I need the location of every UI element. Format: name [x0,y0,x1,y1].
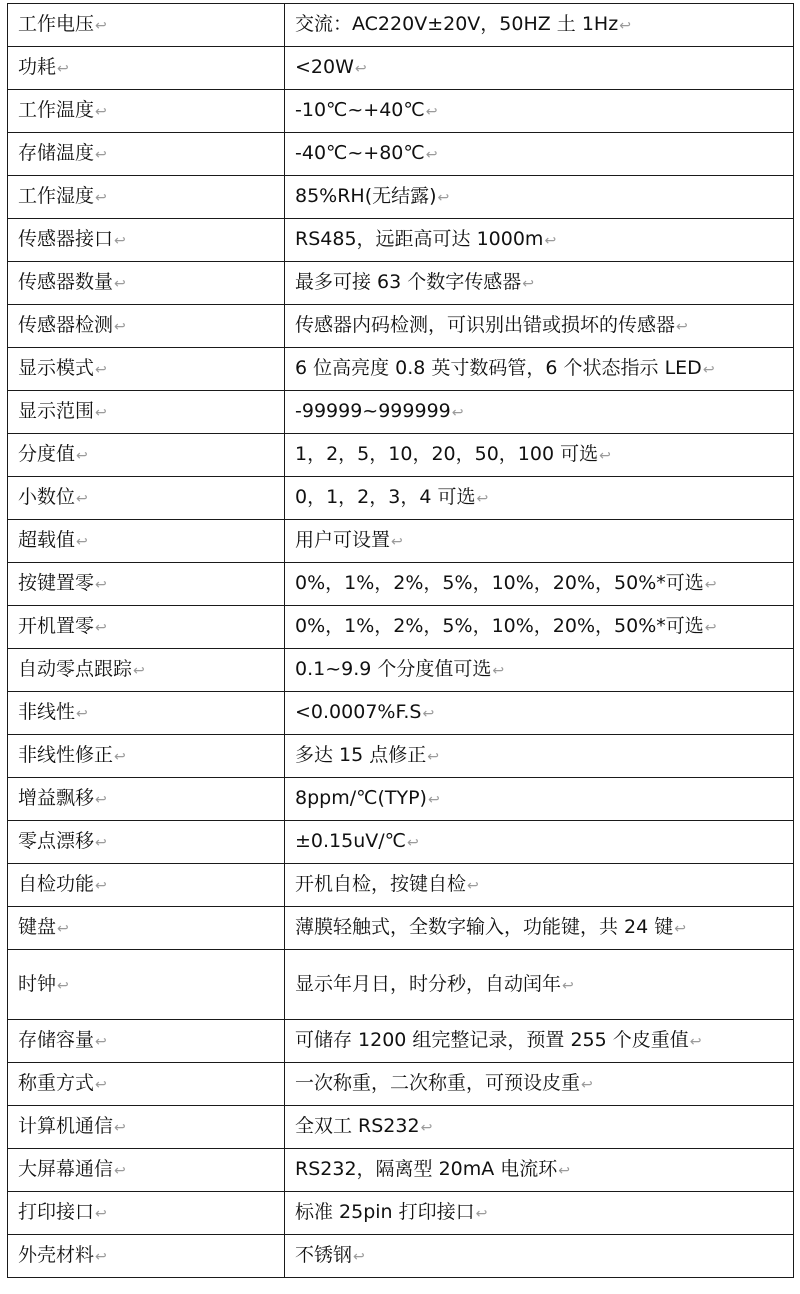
spec-label: 自动零点跟踪 [18,658,133,680]
paragraph-mark-icon: ↩ [76,448,88,464]
spec-label-cell [8,864,285,907]
paragraph-mark-icon: ↩ [427,749,439,765]
spec-label: 大屏幕通信 [18,1158,114,1180]
spec-value-cell [285,520,794,563]
spec-value: <0.0007%F.S [295,701,422,723]
paragraph-mark-icon: ↩ [95,1077,107,1093]
spec-value-cell [285,692,794,735]
spec-label: 打印接口 [18,1201,95,1223]
paragraph-mark-icon: ↩ [354,61,367,77]
spec-value: 不锈钢 [295,1244,353,1266]
spec-value-cell [285,778,794,821]
spec-value: 用户可设置 [295,529,391,551]
spec-label: 小数位 [18,486,76,508]
table-row [8,305,794,348]
spec-value: 薄膜轻触式，全数字输入，功能键，共 24 键 [295,916,674,938]
paragraph-mark-icon: ↩ [95,835,107,851]
paragraph-mark-icon: ↩ [427,792,440,808]
spec-label-cell [8,90,285,133]
paragraph-mark-icon: ↩ [492,663,505,679]
spec-label-cell [8,1106,285,1149]
spec-value: 标准 25pin 打印接口 [295,1201,475,1223]
spec-value: 交流：AC220V±20V，50HZ 土 1Hz [295,13,619,35]
table-row [8,649,794,692]
spec-label-cell [8,692,285,735]
table-row [8,1063,794,1106]
spec-value: 0%，1%，2%，5%，10%，20%，50%*可选 [295,615,704,637]
table-row [8,692,794,735]
spec-label-cell [8,262,285,305]
table-row [8,1106,794,1149]
spec-label-cell [8,176,285,219]
spec-value: -10℃~+40℃ [295,99,425,121]
spec-value: 显示年月日，时分秒，自动闰年 [295,972,562,995]
paragraph-mark-icon: ↩ [95,147,107,163]
spec-label-cell [8,4,285,47]
spec-value: 传感器内码检测，可识别出错或损坏的传感器 [295,314,676,336]
paragraph-mark-icon: ↩ [702,362,715,378]
paragraph-mark-icon: ↩ [114,319,126,335]
spec-value: -99999~999999 [295,400,451,422]
paragraph-mark-icon: ↩ [76,706,88,722]
paragraph-mark-icon: ↩ [704,620,717,636]
spec-label-cell [8,1020,285,1063]
spec-label: 自检功能 [18,873,95,895]
spec-value-cell [285,821,794,864]
spec-value: RS485，远距高可达 1000m [295,228,544,250]
paragraph-mark-icon: ↩ [475,1206,488,1222]
spec-label-cell [8,348,285,391]
table-row [8,133,794,176]
spec-label-cell [8,821,285,864]
paragraph-mark-icon: ↩ [674,921,686,937]
spec-label: 计算机通信 [18,1115,114,1137]
table-row [8,864,794,907]
spec-value-cell [285,1149,794,1192]
spec-label: 传感器数量 [18,271,114,293]
spec-label-cell [8,606,285,649]
paragraph-mark-icon: ↩ [57,921,69,937]
spec-value: RS232，隔离型 20mA 电流环 [295,1158,558,1180]
paragraph-mark-icon: ↩ [114,233,126,249]
paragraph-mark-icon: ↩ [437,190,450,206]
spec-label-cell [8,434,285,477]
spec-value: 0，1，2，3，4 可选 [295,486,476,508]
table-row [8,262,794,305]
paragraph-mark-icon: ↩ [522,276,534,292]
paragraph-mark-icon: ↩ [599,448,611,464]
paragraph-mark-icon: ↩ [95,405,107,421]
table-row [8,563,794,606]
paragraph-mark-icon: ↩ [95,1034,107,1050]
spec-value: ±0.15uV/℃ [295,830,407,852]
spec-value-cell [285,477,794,520]
spec-label: 工作湿度 [18,185,95,207]
spec-label: 显示范围 [18,400,95,422]
spec-label-cell [8,950,285,1020]
spec-label: 按键置零 [18,572,95,594]
paragraph-mark-icon: ↩ [544,233,557,249]
spec-label-cell [8,1192,285,1235]
spec-value-cell [285,434,794,477]
paragraph-mark-icon: ↩ [95,104,107,120]
spec-value: -40℃~+80℃ [295,142,425,164]
table-row [8,90,794,133]
paragraph-mark-icon: ↩ [689,1034,702,1050]
spec-label: 存储温度 [18,142,95,164]
table-row [8,176,794,219]
table-row [8,735,794,778]
spec-label-cell [8,907,285,950]
paragraph-mark-icon: ↩ [57,977,69,994]
table-row [8,520,794,563]
table-row [8,1235,794,1278]
spec-label: 称重方式 [18,1072,95,1094]
spec-label: 非线性修正 [18,744,114,766]
spec-value: 多达 15 点修正 [295,744,427,766]
paragraph-mark-icon: ↩ [95,1206,107,1222]
spec-value: 可储存 1200 组完整记录，预置 255 个皮重值 [295,1029,689,1051]
paragraph-mark-icon: ↩ [57,61,69,77]
paragraph-mark-icon: ↩ [76,534,88,550]
paragraph-mark-icon: ↩ [407,835,419,851]
paragraph-mark-icon: ↩ [476,491,489,507]
spec-value: 开机自检，按键自检 [295,873,467,895]
spec-value-cell [285,262,794,305]
paragraph-mark-icon: ↩ [425,147,438,163]
spec-label: 增益飘移 [18,787,95,809]
table-row [8,477,794,520]
spec-label-cell [8,305,285,348]
spec-value-cell [285,907,794,950]
paragraph-mark-icon: ↩ [558,1163,571,1179]
spec-label: 工作电压 [18,13,95,35]
table-row [8,950,794,1020]
table-row [8,434,794,477]
paragraph-mark-icon: ↩ [76,491,88,507]
spec-label-cell [8,1149,285,1192]
spec-label-cell [8,649,285,692]
spec-label-cell [8,391,285,434]
spec-label-cell [8,778,285,821]
spec-value: 1，2，5，10，20，50，100 可选 [295,443,599,465]
spec-value: <20W [295,56,354,78]
paragraph-mark-icon: ↩ [619,18,631,34]
spec-label: 零点漂移 [18,830,95,852]
spec-value: 0%，1%，2%，5%，10%，20%，50%*可选 [295,572,704,594]
spec-label: 显示模式 [18,357,95,379]
spec-label: 键盘 [18,916,57,938]
spec-value-cell [285,4,794,47]
spec-value: 一次称重，二次称重，可预设皮重 [295,1072,581,1094]
table-row [8,1149,794,1192]
spec-value-cell [285,1106,794,1149]
table-row [8,4,794,47]
paragraph-mark-icon: ↩ [114,276,126,292]
spec-label-cell [8,520,285,563]
paragraph-mark-icon: ↩ [420,1120,433,1136]
paragraph-mark-icon: ↩ [114,1163,126,1179]
paragraph-mark-icon: ↩ [95,1249,107,1265]
paragraph-mark-icon: ↩ [95,18,107,34]
spec-value-cell [285,649,794,692]
spec-value-cell [285,563,794,606]
spec-value-cell [285,950,794,1020]
spec-label-cell [8,563,285,606]
table-row [8,606,794,649]
spec-value-cell [285,305,794,348]
table-row [8,907,794,950]
spec-label-cell [8,219,285,262]
paragraph-mark-icon: ↩ [676,319,688,335]
paragraph-mark-icon: ↩ [95,792,107,808]
spec-label-cell [8,735,285,778]
spec-value-cell [285,1192,794,1235]
spec-table-body [8,4,794,1278]
spec-value-cell [285,1020,794,1063]
spec-value: 8ppm/℃(TYP) [295,787,427,809]
spec-value-cell [285,1235,794,1278]
table-row [8,821,794,864]
spec-label: 传感器接口 [18,228,114,250]
spec-value-cell [285,133,794,176]
paragraph-mark-icon: ↩ [422,706,435,722]
table-row [8,1020,794,1063]
paragraph-mark-icon: ↩ [467,878,479,894]
spec-label-cell [8,133,285,176]
spec-label: 传感器检测 [18,314,114,336]
spec-value-cell [285,47,794,90]
paragraph-mark-icon: ↩ [581,1077,593,1093]
spec-value: 85%RH(无结露) [295,185,437,207]
spec-label: 非线性 [18,701,76,723]
spec-value: 最多可接 63 个数字传感器 [295,271,522,293]
paragraph-mark-icon: ↩ [95,190,107,206]
spec-value-cell [285,391,794,434]
paragraph-mark-icon: ↩ [133,663,145,679]
spec-value-cell [285,348,794,391]
paragraph-mark-icon: ↩ [114,1120,126,1136]
spec-label: 外壳材料 [18,1244,95,1266]
paragraph-mark-icon: ↩ [95,878,107,894]
spec-label: 工作温度 [18,99,95,121]
table-row [8,219,794,262]
spec-label-cell [8,47,285,90]
spec-value-cell [285,735,794,778]
paragraph-mark-icon: ↩ [95,577,107,593]
spec-value-cell [285,90,794,133]
paragraph-mark-icon: ↩ [391,534,403,550]
paragraph-mark-icon: ↩ [114,749,126,765]
spec-value: 0.1~9.9 个分度值可选 [295,658,492,680]
paragraph-mark-icon: ↩ [353,1249,365,1265]
paragraph-mark-icon: ↩ [704,577,717,593]
paragraph-mark-icon: ↩ [451,405,464,421]
table-row [8,778,794,821]
spec-label: 功耗 [18,56,57,78]
spec-value-cell [285,606,794,649]
paragraph-mark-icon: ↩ [562,977,574,994]
spec-value-cell [285,864,794,907]
spec-table [7,3,794,1278]
spec-label: 时钟 [18,972,57,995]
spec-value-cell [285,176,794,219]
table-row [8,348,794,391]
table-row [8,1192,794,1235]
table-row [8,47,794,90]
paragraph-mark-icon: ↩ [95,620,107,636]
spec-value-cell [285,1063,794,1106]
spec-label-cell [8,1235,285,1278]
spec-label: 超载值 [18,529,76,551]
spec-label: 开机置零 [18,615,95,637]
spec-value: 6 位高亮度 0.8 英寸数码管，6 个状态指示 LED [295,357,702,379]
paragraph-mark-icon: ↩ [95,362,107,378]
spec-label-cell [8,477,285,520]
table-row [8,391,794,434]
spec-label: 分度值 [18,443,76,465]
paragraph-mark-icon: ↩ [425,104,438,120]
spec-value-cell [285,219,794,262]
spec-value: 全双工 RS232 [295,1115,420,1137]
spec-label: 存储容量 [18,1029,95,1051]
spec-label-cell [8,1063,285,1106]
